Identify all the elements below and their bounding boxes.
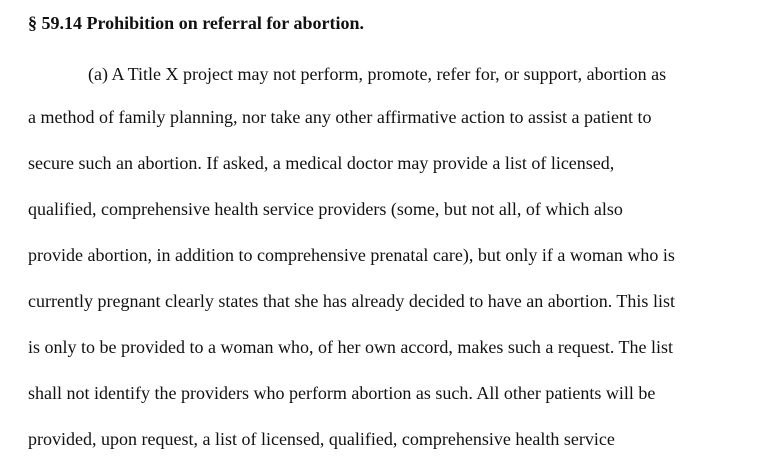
paragraph-line: a method of family planning, nor take any other affirmative action to assist a patient to (28, 107, 652, 127)
paragraph-line: qualified, comprehensive health service providers (some, but not all, of which also (28, 199, 623, 219)
paragraph-line: currently pregnant clearly states that she has already decided to have an abortion. This list (28, 291, 675, 311)
paragraph-line: (a) A Title X project may not perform, promote, refer for, or support, abortion as (88, 64, 667, 84)
paragraph-line: provided, upon request, a list of licensed, qualified, comprehensive health service (28, 429, 615, 449)
paragraph-line: secure such an abortion. If asked, a medical doctor may provide a list of licensed, (28, 153, 615, 173)
paragraph-line: provide abortion, in addition to comprehensive prenatal care), but only if a woman who is (28, 245, 675, 265)
paragraph-line: is only to be provided to a woman who, of her own accord, makes such a request. The list (28, 337, 674, 357)
paragraph-line: shall not identify the providers who perform abortion as such. All other patients will be (28, 383, 656, 403)
section-heading: § 59.14 Prohibition on referral for abortion. (28, 13, 364, 33)
